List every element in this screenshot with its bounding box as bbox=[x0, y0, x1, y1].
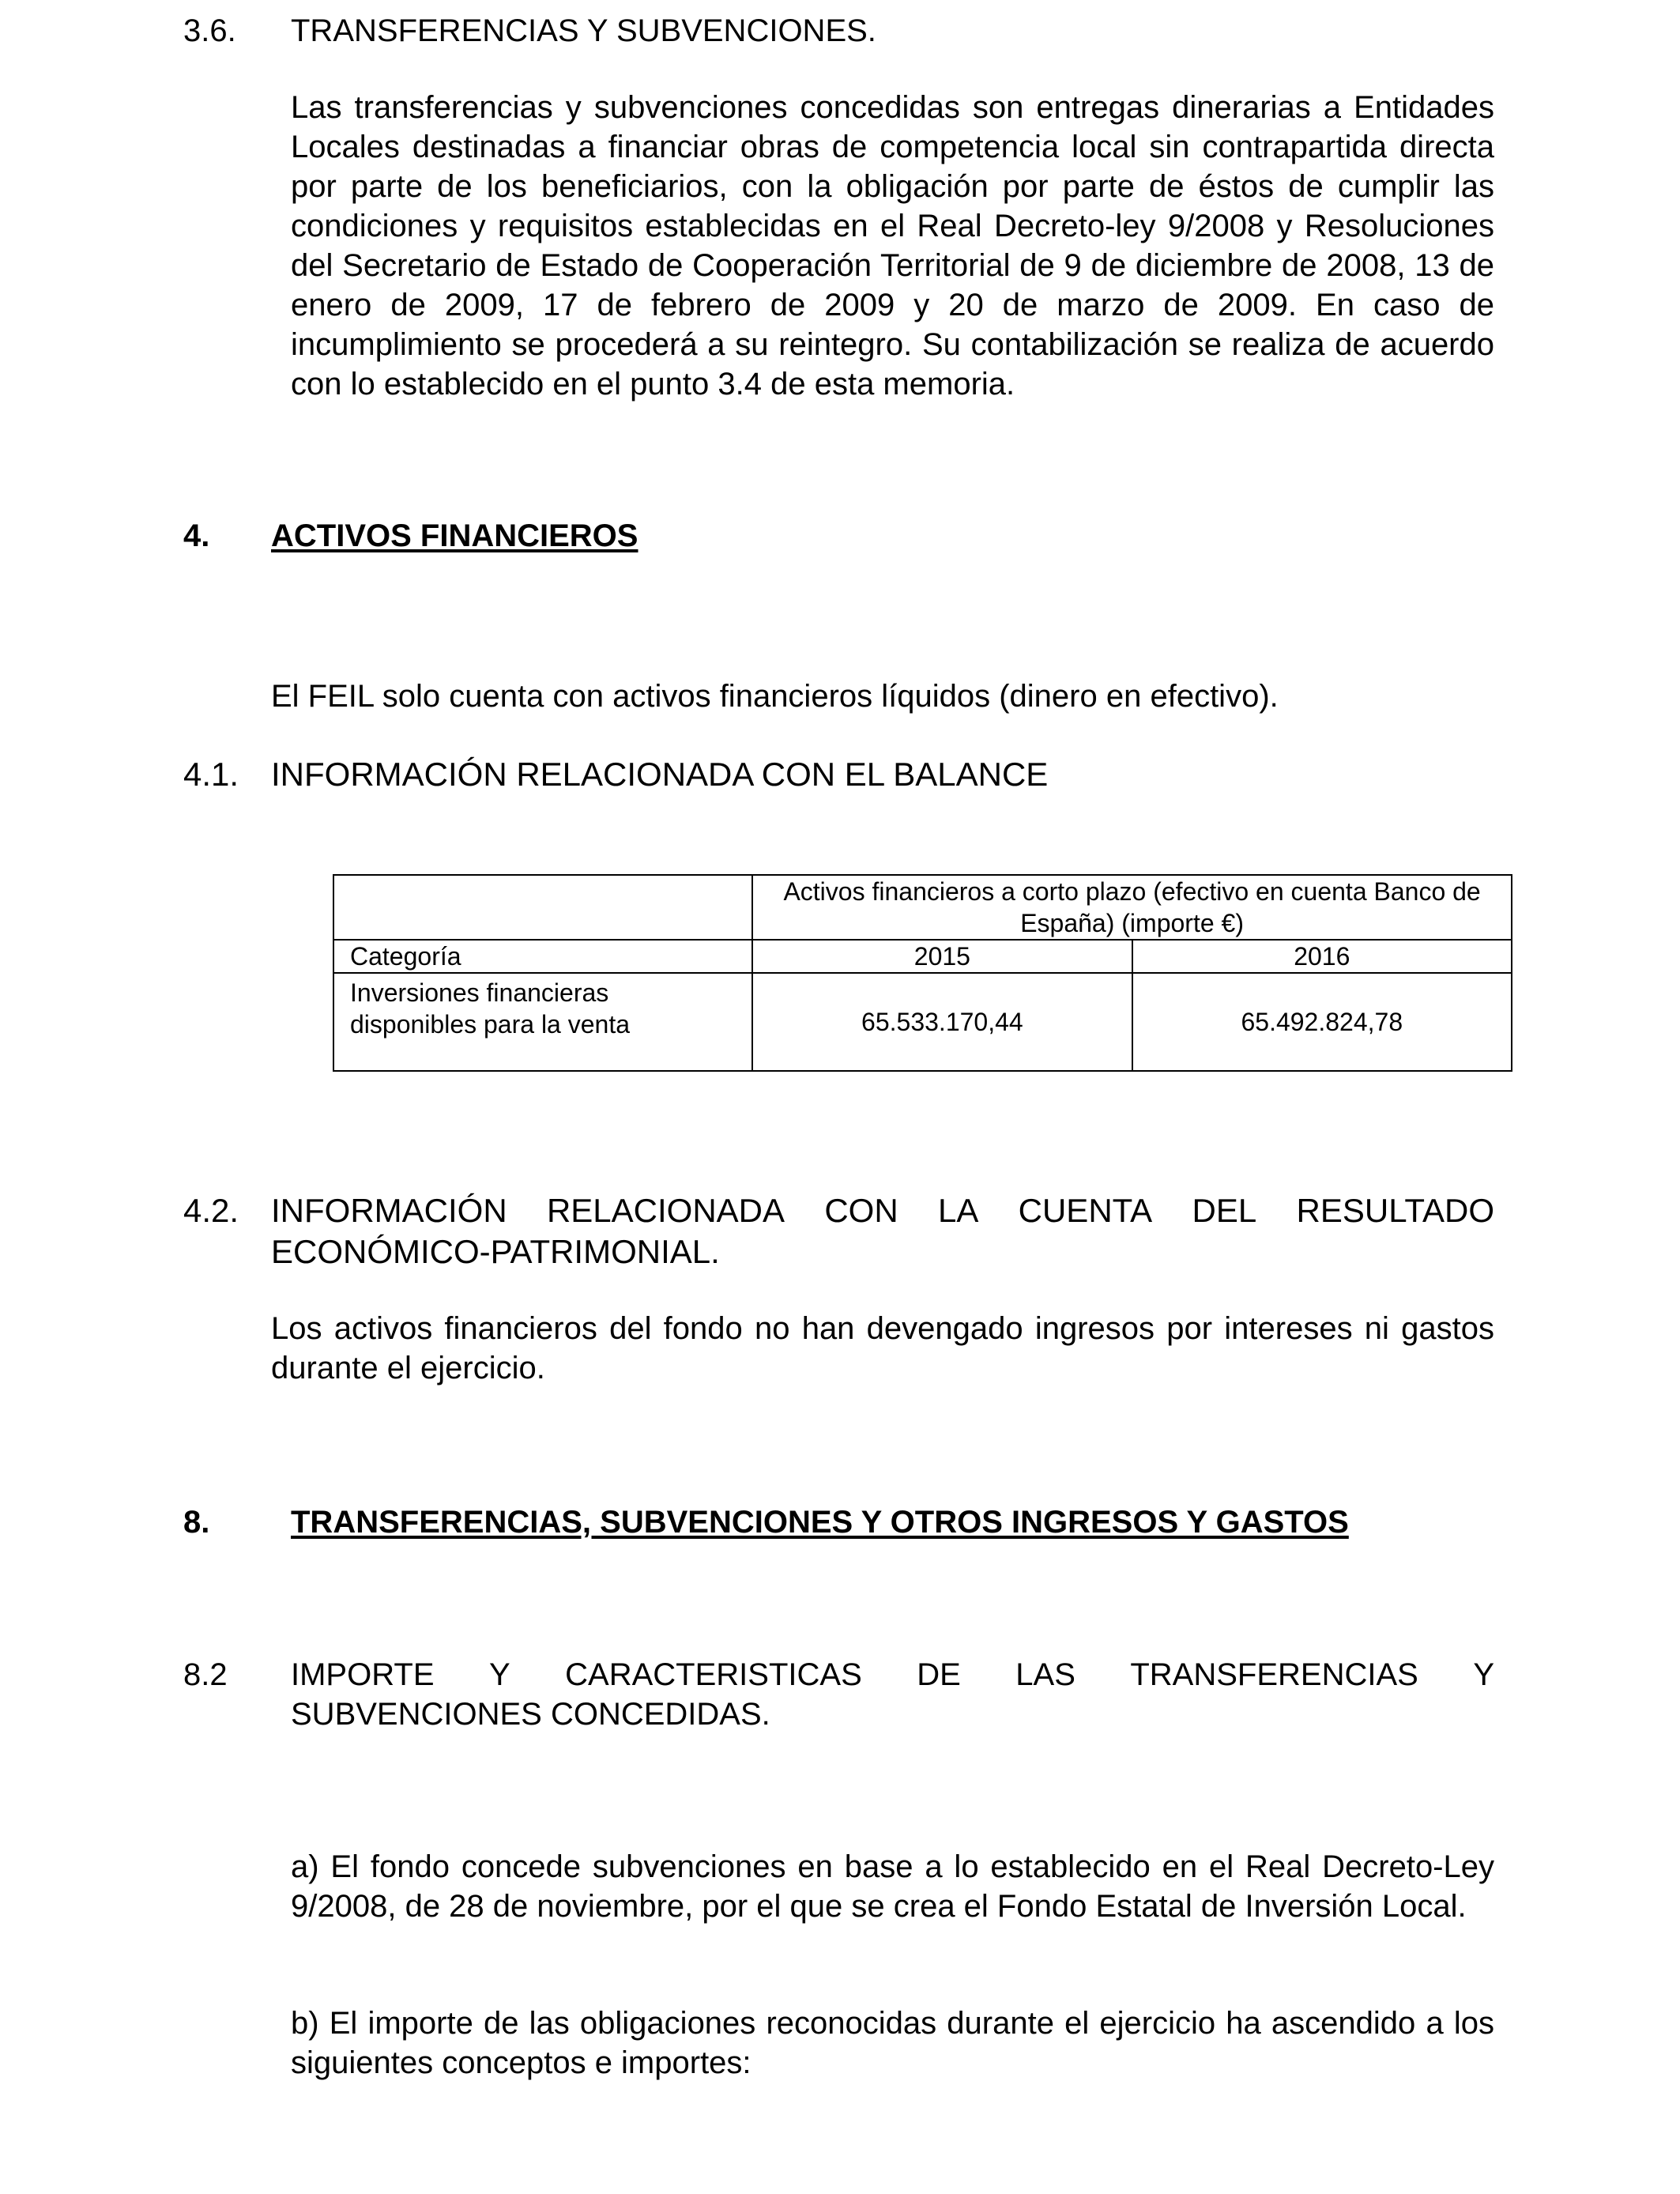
table-cell-2016: 65.492.824,78 bbox=[1132, 973, 1512, 1071]
title-word: LA bbox=[937, 1192, 979, 1229]
table-cell-2015: 65.533.170,44 bbox=[752, 973, 1132, 1071]
title-word: RESULTADO bbox=[1296, 1192, 1494, 1229]
list-item-a: a) El fondo concede subvenciones en base a lo establecido en el Real Decreto-Ley 9/2008, de 28 de noviembre, por el que se crea el Fondo Estatal de Inversión Local. bbox=[291, 1849, 1494, 1924]
title-word: RELACIONADA bbox=[546, 1192, 785, 1229]
table-col-year-2015: 2015 bbox=[752, 940, 1132, 973]
section-title-8-2-line2: SUBVENCIONES CONCEDIDAS. bbox=[291, 1697, 770, 1732]
balance-table bbox=[333, 874, 1512, 1072]
table-empty-corner bbox=[333, 875, 752, 940]
section-number-4-1: 4.1. bbox=[183, 756, 239, 793]
table-header-group: Activos financieros a corto plazo (efectivo en cuenta Banco de España) (importe €) bbox=[752, 875, 1512, 940]
table-row bbox=[333, 973, 1512, 1071]
table-header-row bbox=[333, 875, 1512, 940]
title-word: DE bbox=[917, 1657, 961, 1692]
section-title-4-2-line2: ECONÓMICO-PATRIMONIAL. bbox=[271, 1233, 720, 1270]
title-word: CARACTERISTICAS bbox=[565, 1657, 862, 1692]
section-title-4: ACTIVOS FINANCIEROS bbox=[271, 518, 638, 553]
section-title-8: TRANSFERENCIAS, SUBVENCIONES Y OTROS INGRESOS Y GASTOS bbox=[291, 1505, 1349, 1540]
section-number-8-2: 8.2 bbox=[183, 1657, 228, 1692]
section-number-4: 4. bbox=[183, 518, 210, 553]
section-title-4-2-line1 bbox=[271, 1191, 1494, 1231]
section-title-3-6: TRANSFERENCIAS Y SUBVENCIONES. bbox=[291, 13, 876, 48]
table-cell-category: Inversiones financieras disponibles para la venta bbox=[333, 973, 752, 1071]
section-title-8-2-line1 bbox=[291, 1655, 1494, 1695]
paragraph-3-6: Las transferencias y subvenciones concedidas son entregas dinerarias a Entidades Locales destinadas a financiar obras de competencia local sin contrapartida directa por parte de los beneficiarios, con la obligación por parte de éstos de cumplir las condiciones y requisitos establecidas en el Real Decreto-ley 9/2008 y Resoluciones del Secretario de Estado de Cooperación Territorial de 9 de diciembre de 2008, 13 de enero de 2009, 17 de febrero de 2009 y 20 de marzo de 2009. En caso de incumplimiento se procederá a su reintegro. Su contabilización se realiza de acuerdo con lo establecido en el punto 3.4 de esta memoria. bbox=[291, 90, 1494, 401]
title-word: INFORMACIÓN bbox=[271, 1192, 507, 1229]
section-number-8: 8. bbox=[183, 1505, 210, 1540]
title-word: Y bbox=[488, 1657, 510, 1692]
table-col-year-2016: 2016 bbox=[1132, 940, 1512, 973]
title-word: CUENTA bbox=[1018, 1192, 1153, 1229]
paragraph-4-2: Los activos financieros del fondo no han devengado ingresos por intereses ni gastos durante el ejercicio. bbox=[271, 1311, 1494, 1385]
title-word: LAS bbox=[1015, 1657, 1075, 1692]
title-word: CON bbox=[824, 1192, 898, 1229]
section-title-4-1: INFORMACIÓN RELACIONADA CON EL BALANCE bbox=[271, 756, 1049, 793]
section-number-3-6: 3.6. bbox=[183, 13, 236, 48]
title-word: IMPORTE bbox=[291, 1657, 435, 1692]
table-col-category: Categoría bbox=[333, 940, 752, 973]
paragraph-4-intro: El FEIL solo cuenta con activos financieros líquidos (dinero en efectivo). bbox=[271, 679, 1279, 714]
title-word: TRANSFERENCIAS bbox=[1130, 1657, 1418, 1692]
title-word: DEL bbox=[1192, 1192, 1257, 1229]
title-word: Y bbox=[1473, 1657, 1494, 1692]
section-number-4-2: 4.2. bbox=[183, 1192, 239, 1229]
table-subheader-row bbox=[333, 940, 1512, 973]
list-item-b: b) El importe de las obligaciones reconocidas durante el ejercicio ha ascendido a los siguientes conceptos e importes: bbox=[291, 2006, 1494, 2080]
